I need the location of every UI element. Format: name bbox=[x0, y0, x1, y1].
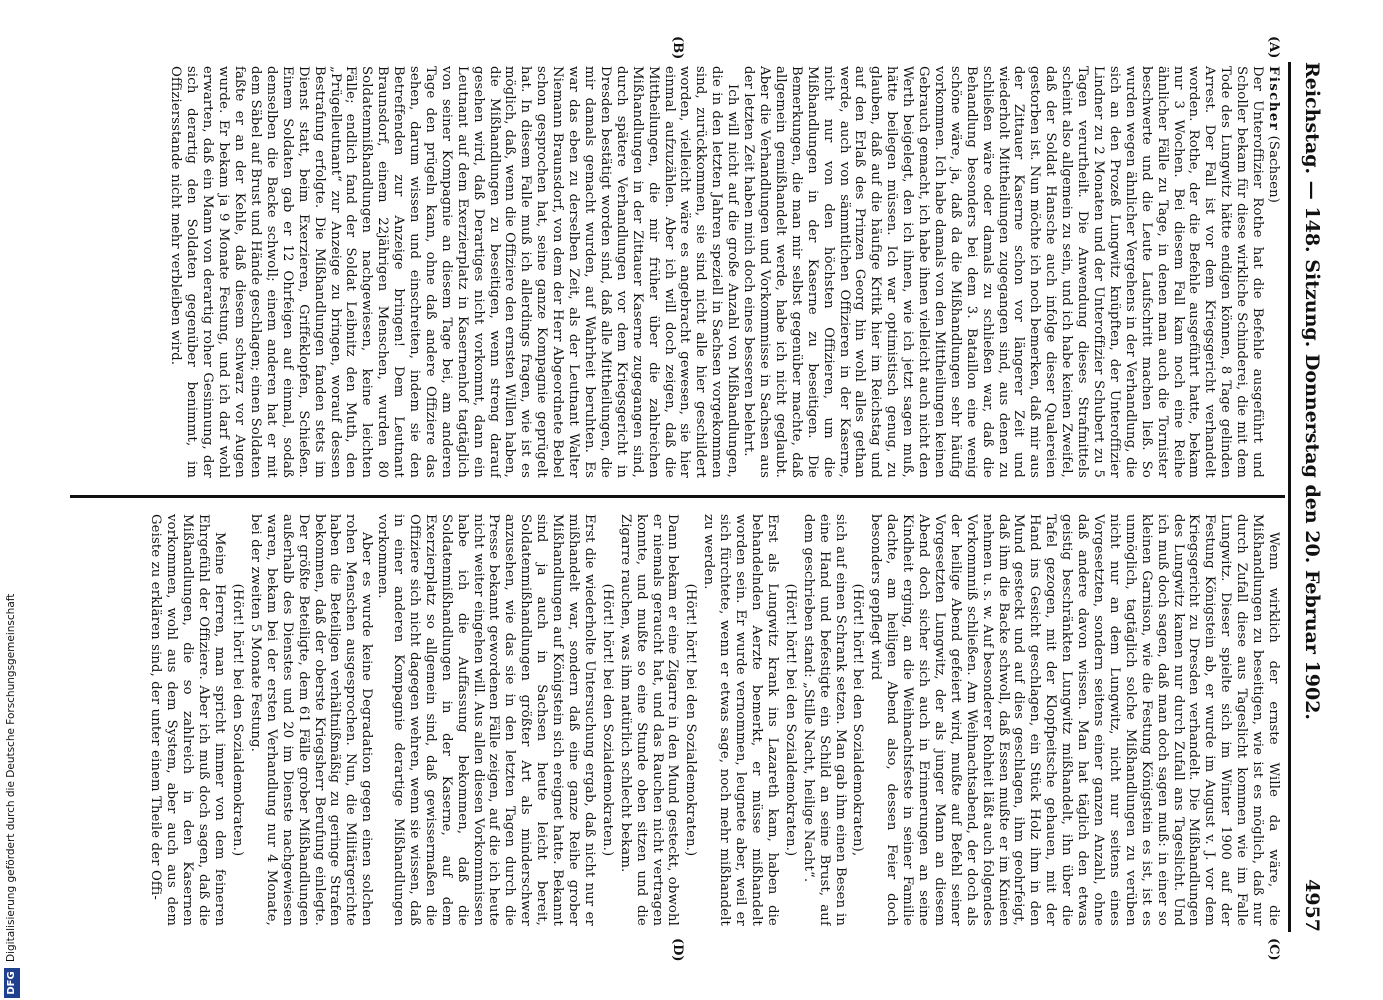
interjection: (Hört! hört! bei den Sozialdemokraten.) bbox=[683, 583, 699, 857]
right-column bbox=[71, 514, 1281, 926]
left-column bbox=[71, 66, 1281, 478]
speaker-party: (Sachsen) bbox=[1266, 135, 1281, 204]
dfg-logo: DFG bbox=[4, 968, 20, 998]
page-number: 4957 bbox=[1301, 879, 1323, 932]
speaker-name: Fischer bbox=[1266, 66, 1281, 132]
speaker-line bbox=[1265, 66, 1281, 478]
footer bbox=[0, 0, 26, 1000]
paragraph: Der Unteroffizier Rothe hat die Befehle ausgeführt und Scholler bekam für diese wirkliche Schinderei, die mit dem Tode des Lungwitz hätte endigen können, 8 Tage gelinden Arrest. Der Fall ist vor dem Kriegsgericht verhandelt worden. Rothe, der die Befehle ausgeführt hatte, bekam nur 3 Wochen. Bei diesem Fall kam noch eine Reihe ähnlicher Fälle zu Tage, in denen man auch die Tornister beschwerte und die Leute Laufschritt machen ließ. So wurden wegen ähnlicher Vergehens in der Verhandlung, die sich an den Prozeß Lungwitz knüpften, der Unteroffizier Lindner zu 2 Monaten und der Unteroffizier Schubert zu 5 Tagen verurtheilt. Die Anwendung dieses Strafmittels scheint also allgemein zu sein, und ich habe keinen Zweifel, daß der Soldat Hansche auch infolge dieser Qualereien gestorben ist. Nun möchte ich noch bemerken, daß mir aus der Zittauer Kaserne schon vor längerer Zeit und wiederholt Mittheilungen zugegangen sind, aus denen zu schließen wäre oder damals zu schließen war, daß die Behandlung besonders bei dem 3. Bataillon eine wenig schöne wäre, ja, daß da die Mißhandlungen sehr häufig vorkommen. Ich habe damals von den Mittheilungen keinen Gebrauch gemacht, ich habe ihnen vielleicht auch nicht den Werth beigelegt, den ich ihnen, wie ich jetzt sagen muß, hätte beilegen müssen. Ich war optimistisch genug, zu glauben, daß auf die häufige Kritik hier im Reichstag und auf den Erlaß des Prinzen Georg hin wohl alles gethan werde, auch von sämmtlichen Offizieren in der Kaserne, nicht nur von den höchsten Offizieren, um die Mißhandlungen in der Kaserne zu beseitigen. Die Bemerkungen, die man mir selbst gegenüber machte, daß allgemein gemißhandelt werde, habe ich nicht geglaubt. Aber die Verhandlungen und Vorkommnisse in Sachsen aus der letzten Zeit haben mich doch eines besseren belehrt. bbox=[741, 66, 1266, 478]
paragraph: Meine Herren, man spricht immer von dem feineren Ehrgefühl der Offiziere. Aber ich muß doch sagen, daß die Mißhandlungen, die so zahlreich in den Kasernen vorkommen, wohl aus dem System, aber auch aus dem Geiste zu erklären sind, der unter einem Theile der Offi- bbox=[148, 514, 228, 926]
paragraph: Aber es wurde keine Degradation gegen einen solchen rohen Menschen ausgesprochen. Nun, die Militärgerichte haben die Beteiligen verhältnißmäßig zu geringe Strafen bekommen, daß der oberste Kriegsherr Berufung einlegte. Der größte Beteiligte, dem 61 Fälle grober Mißhandlungen außerhalb des Dienstes und 20 im Dienste nachgewiesen waren, bekam bei der ersten Verhandlung nur 4 Monate, bei der zweiten 5 Monate Festung. bbox=[247, 514, 375, 926]
margin-marker-d: (D) bbox=[670, 938, 685, 962]
page-header bbox=[1288, 62, 1325, 932]
document-page bbox=[65, 36, 1325, 962]
interjection: (Hört! hört! bei den Sozialdemokraten.) bbox=[230, 583, 245, 857]
margin-marker-b: (B) bbox=[670, 36, 685, 60]
header-title: Reichstag. — 148. Sitzung. Donnerstag den 20. Februar 1902. bbox=[1301, 62, 1323, 721]
paragraph: Dann bekam er eine Zigarre in den Mund gesteckt, obwohl er niemals geraucht hat, und das Rauchen nicht vertragen konnte, und mußte so eine Stunde oben sitzen und die Zigarre rauchen, was ihm natürlich schlecht bekam. bbox=[617, 514, 681, 926]
interjection: (Hört! hört! bei den Sozialdemokraten.) bbox=[599, 583, 615, 857]
paragraph: Wenn wirklich der ernste Wille da wäre, die Mißhandlungen zu beseitigen, wie ist es möglich, daß nur durch Zufall diese aus Tageslicht kommen wie im Falle Lungwitz. Dieser spielte sich im Winter 1900 auf der Festung Königstein ab, er wurde im August v. J. vor dem Kriegsgericht zu Dresden verhandelt. Die Mißhandlungen des Lungwitz kamen nur durch Zufall ans Tageslicht. Und ich muß doch sagen, daß man doch sagen muß: in einer so kleinen Garnison, wie die Festung Königstein es ist, ist es unmöglich, tagtäglich solche Mißhandlungen zu verüben nicht nur an dem Lungwitz, nicht nur seitens eines Vorgesetzten, sondern seitens einer ganzen Anzahl, ohne daß andere davon wissen. Man hat täglich den etwas geistig beschränkten Lungwitz mißhandelt, ihn über die Tafel gezogen, mit der Klopfpeitsche gehauen, mit der Hand ins Gesicht geschlagen, ein Stück Holz ihm in den Mund gesteckt und auf dies geschlagen, ihm geohrfeigt, daß ihm die Backe schwoll, daß Essen mußte er im Knieen nehmen u. s. w. Auf besonderer Rohheit läßt auch folgendes Vorkommniß schließen. Am Weihnachtsabend, der doch als der heilige Abend gefeiert wird, mußte auf Befehl seiner Vorgesetzten Lungwitz, der als junger Mann an diesem Abend doch sicher sich auch in Erinnerungen an seine Kindheit erging, an die Weihnachtsfeste in seiner Familie dachte, am heiligen Abend also, dessen Feier doch besonders gepflegt wird bbox=[868, 514, 1281, 926]
paragraph: sich auf einen Schrank setzen. Man gab ihm einen Besen in eine Hand und befestigte ein Schild an seine Brust, auf dem geschrieben stand: „Stille Nacht, heilige Nacht“. bbox=[800, 514, 848, 926]
footer-credit: Digitalisierung gefördert durch die Deutsche Forschungsgemeinschaft bbox=[5, 593, 17, 962]
paragraph: Ich will nicht auf die große Anzahl von Mißhandlungen, die in den letzten Jahren speziell in Sachsen vorgekommen sind, zurückkommen, sie sind nicht alle hier geschildert worden, vielleicht wäre es angebracht gewesen, sie hier einmal aufzuzählen. Aber ich will doch zeigen, daß die Mittheilungen, die mir früher über die zahlreichen Mißhandlungen in der Zittauer Kaserne zugegangen sind, durch spätere Verhandlungen vor dem Kriegsgericht in Dresden bestätigt worden sind, daß alle Mittheilungen, die mir damals gemacht wurden, auf Wahrheit beruhten. Es war das eben zu derselben Zeit, als der Leutnant Walter Niemann Braunsdorf, von dem der Herr Abgeordnete Bebel schon gesprochen hat, seine ganze Kompagnie geprügelt hat. In diesem Falle muß ich allerdings fragen, wie ist es möglich, daß, wenn die Offiziere den ernsten Willen haben, die Mißhandlungen zu beseitigen, wenn streng darauf gesehen wird, daß Derartiges nicht vorkommt, dann ein Leutnant auf dem Exerzierplatz in Kasernenhof tagtäglich von seiner Kompagnie an diesem Tage bei, am anderen Tage den prügeln kann, ohne daß andere Offiziere das sehen, darum wissen und einschreiten, indem sie den Betreffenden zur Anzeige bringen! Dem Leutnant Braunsdorf, einem 22jährigen Menschen, wurden 80 Soldatenmißhandlungen nachgewiesen, keine leichten Fälle; endlich fand der Soldat Leibnitz den Muth, den „Prügelleutnant“ zur Anzeige zu bringen, worauf dessen Bestrafung erfolgte. Die Mißhandlungen fanden stets im Dienst statt, beim Exerzieren, Griffeklopfen, Schießen. Einem Soldaten gab er 12 Ohrfeigen auf einmal, sodaß demselben die Backe schwoll; einem anderen hat er mit dem Säbel auf Brust und Hände geschlagen; einen Soldaten faßte er an der Kehle, daß diesem schwarz vor Augen wurde. Er bekam ja 9 Monate Festung, und ich darf wohl erwarten, daß ein Mann von derartig roher Gesinnung, der sich derartig den Soldaten gegenüber benimmt, im Offiziersstande nicht mehr verbleiben wird. bbox=[168, 66, 741, 478]
interjection: (Hört! hört! bei den Sozialdemokraten.) bbox=[782, 583, 798, 857]
margin-marker-a: (A) bbox=[1266, 36, 1281, 59]
column-divider bbox=[70, 495, 1285, 498]
paragraph: Erst die wiederholte Untersuchung ergab, daß nicht nur er mißhandelt war, sondern daß eine ganze Reihe grober Mißhandlungen auf Königstein sich ereignet hatte. Bekannt sind ja auch in Sachsen heute leicht bereit, Soldatenmißhandlungen größter Art als minderschwer anzusehen, wie das sie in den letzten Tagen durch die Presse bekannt gewordenen Fälle zeigen, auf die ich heute nicht weiter eingehen will. Aus allen diesen Vorkommnissen habe ich die Auffassung bekommen, daß die Soldatenmißhandlungen in der Kaserne, auf dem Exerzierplatz so allgemein sind, daß gewissermaßen die Offiziere sich nicht dagegen wehren, wenn sie wissen, daß in einer anderen Kompagnie derartige Mißhandlungen vorkommen. bbox=[375, 514, 597, 926]
interjection: (Hört! hört! bei den Sozialdemokraten), bbox=[850, 583, 866, 857]
margin-marker-c: (C) bbox=[1266, 938, 1281, 961]
paragraph: Erst als Lungwitz krank ins Lazareth kam, haben die behandelnden Aerzte bemerkt, er müsse mißhandelt worden sein. Er wurde vernommen, leugnete aber, weil er sich fürchtete, wenn er etwas sage, noch mehr mißhandelt zu werden. bbox=[701, 514, 780, 926]
